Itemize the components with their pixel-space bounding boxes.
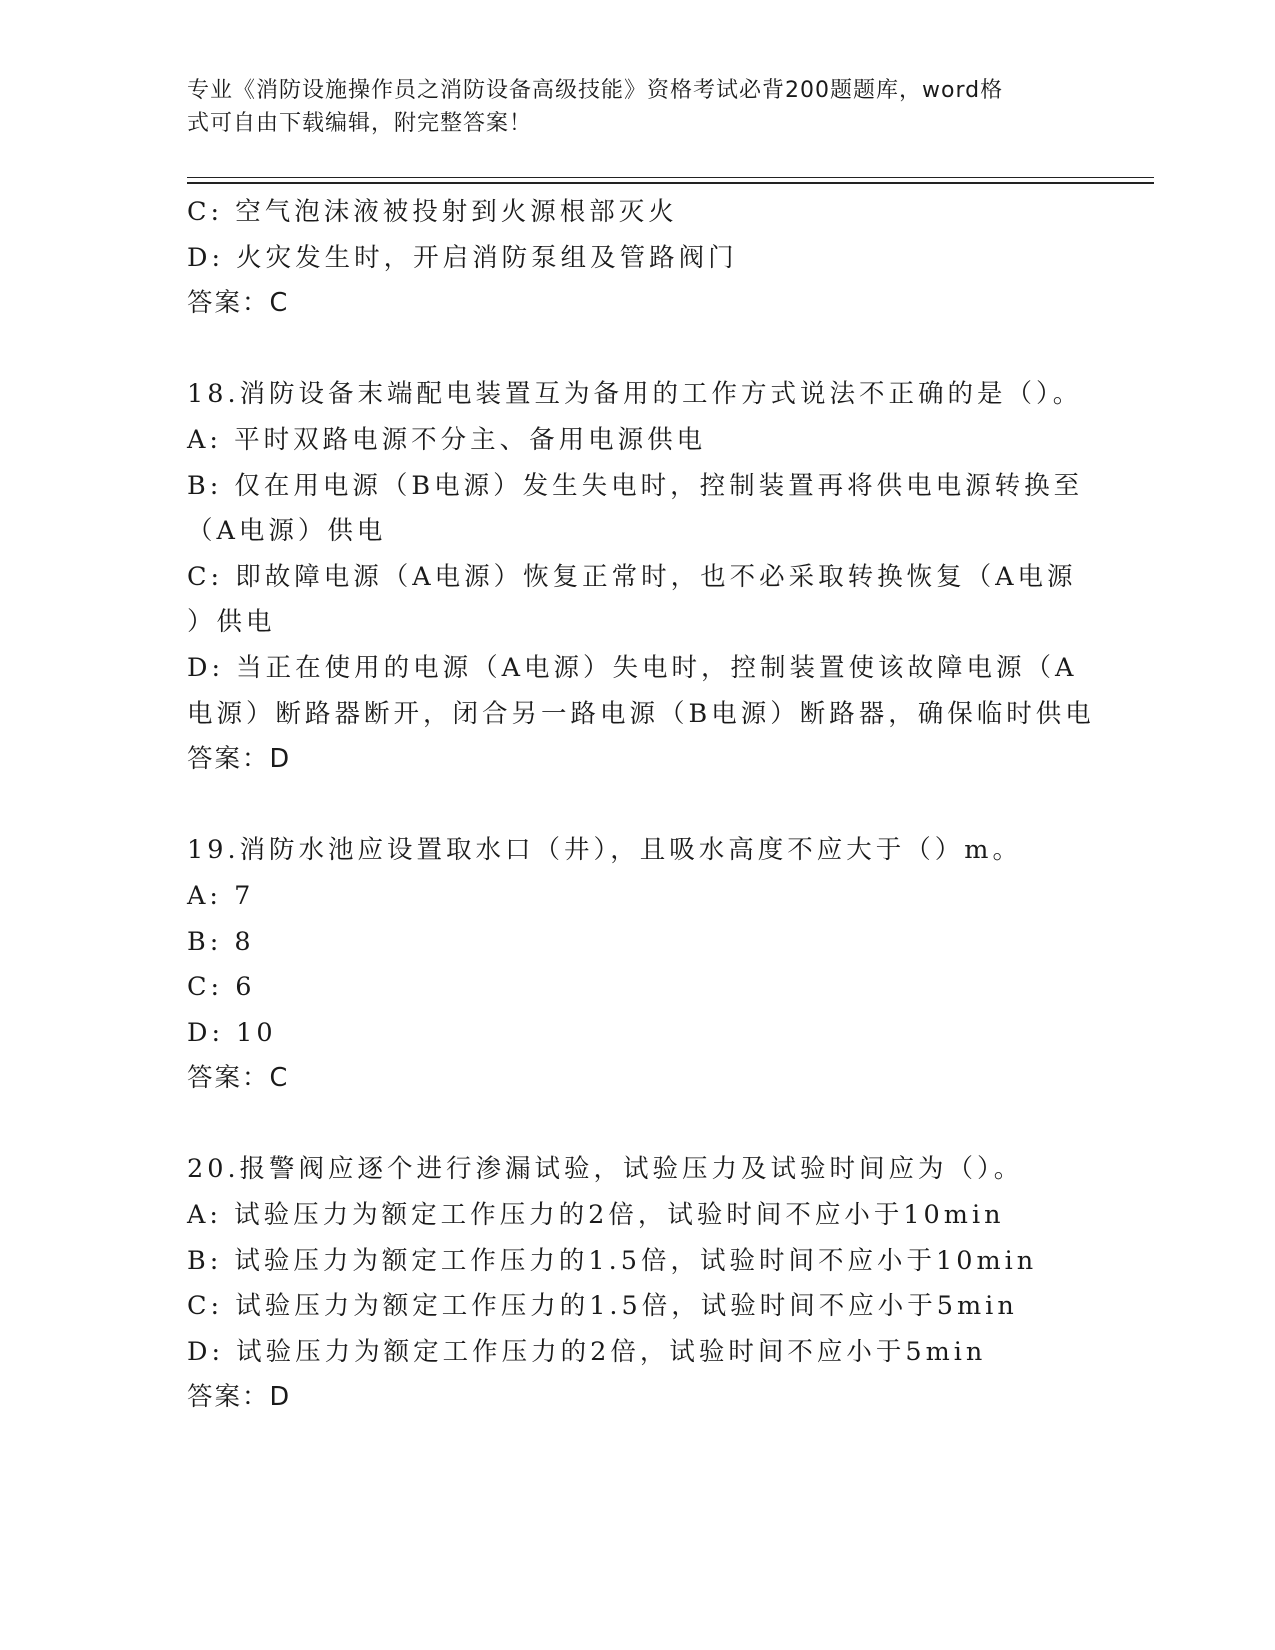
option-c: C: 试验压力为额定工作压力的1.5倍，试验时间不应小于5min [187, 1291, 1018, 1322]
answer-line: 答案：C [187, 288, 290, 319]
question-20 [187, 1147, 1087, 1421]
spacer [187, 327, 1087, 373]
option-d-line-1: D: 当正在使用的电源（A电源）失电时，控制装置使该故障电源（A [187, 652, 1078, 683]
option-d-line-2: 电源）断路器断开，闭合另一路电源（B电源）断路器，确保临时供电 [187, 698, 1095, 729]
header-line-1: 专业《消防设施操作员之消防设备高级技能》资格考试必背200题题库，word格 [187, 78, 1004, 103]
option-c: C: 6 [187, 972, 256, 1003]
question-17-tail [187, 190, 1087, 327]
header-divider-thin [187, 177, 1154, 178]
header-divider-thick [187, 182, 1154, 184]
option-c-line-2: ）供电 [187, 607, 276, 638]
option-a: A: 试验压力为额定工作压力的2倍，试验时间不应小于10min [187, 1200, 1005, 1231]
spacer [187, 783, 1087, 829]
option-b-line-1: B: 仅在用电源（B电源）发生失电时，控制装置再将供电电源转换至 [187, 470, 1084, 501]
option-c: C: 空气泡沫液被投射到火源根部灭火 [187, 197, 678, 227]
option-d: D: 火灾发生时，开启消防泵组及管路阀门 [187, 242, 738, 273]
option-a: A: 平时双路电源不分主、备用电源供电 [187, 424, 707, 455]
option-a: A: 7 [187, 880, 255, 911]
question-stem: 19.消防水池应设置取水口（井），且吸水高度不应大于（）m。 [187, 835, 1022, 866]
option-d: D: 10 [187, 1017, 277, 1048]
question-list [187, 190, 1095, 1421]
answer-line: 答案：D [187, 1382, 292, 1413]
document-header [187, 74, 1087, 140]
answer-line: 答案：D [187, 744, 292, 775]
option-b-line-2: （A电源）供电 [187, 516, 387, 547]
option-d: D: 试验压力为额定工作压力的2倍，试验时间不应小于5min [187, 1336, 987, 1367]
option-b: B: 8 [187, 926, 255, 957]
option-c-line-1: C: 即故障电源（A电源）恢复正常时，也不必采取转换恢复（A电源 [187, 561, 1077, 592]
header-line-2: 式可自由下载编辑，附完整答案！ [187, 111, 533, 136]
question-18 [187, 372, 1095, 782]
question-19 [187, 828, 1087, 1102]
answer-line: 答案：C [187, 1063, 290, 1094]
question-stem: 20.报警阀应逐个进行渗漏试验，试验压力及试验时间应为（）。 [187, 1154, 1024, 1185]
question-stem: 18.消防设备末端配电装置互为备用的工作方式说法不正确的是（）。 [187, 379, 1083, 410]
spacer [187, 1102, 1087, 1148]
option-b: B: 试验压力为额定工作压力的1.5倍，试验时间不应小于10min [187, 1245, 1038, 1276]
